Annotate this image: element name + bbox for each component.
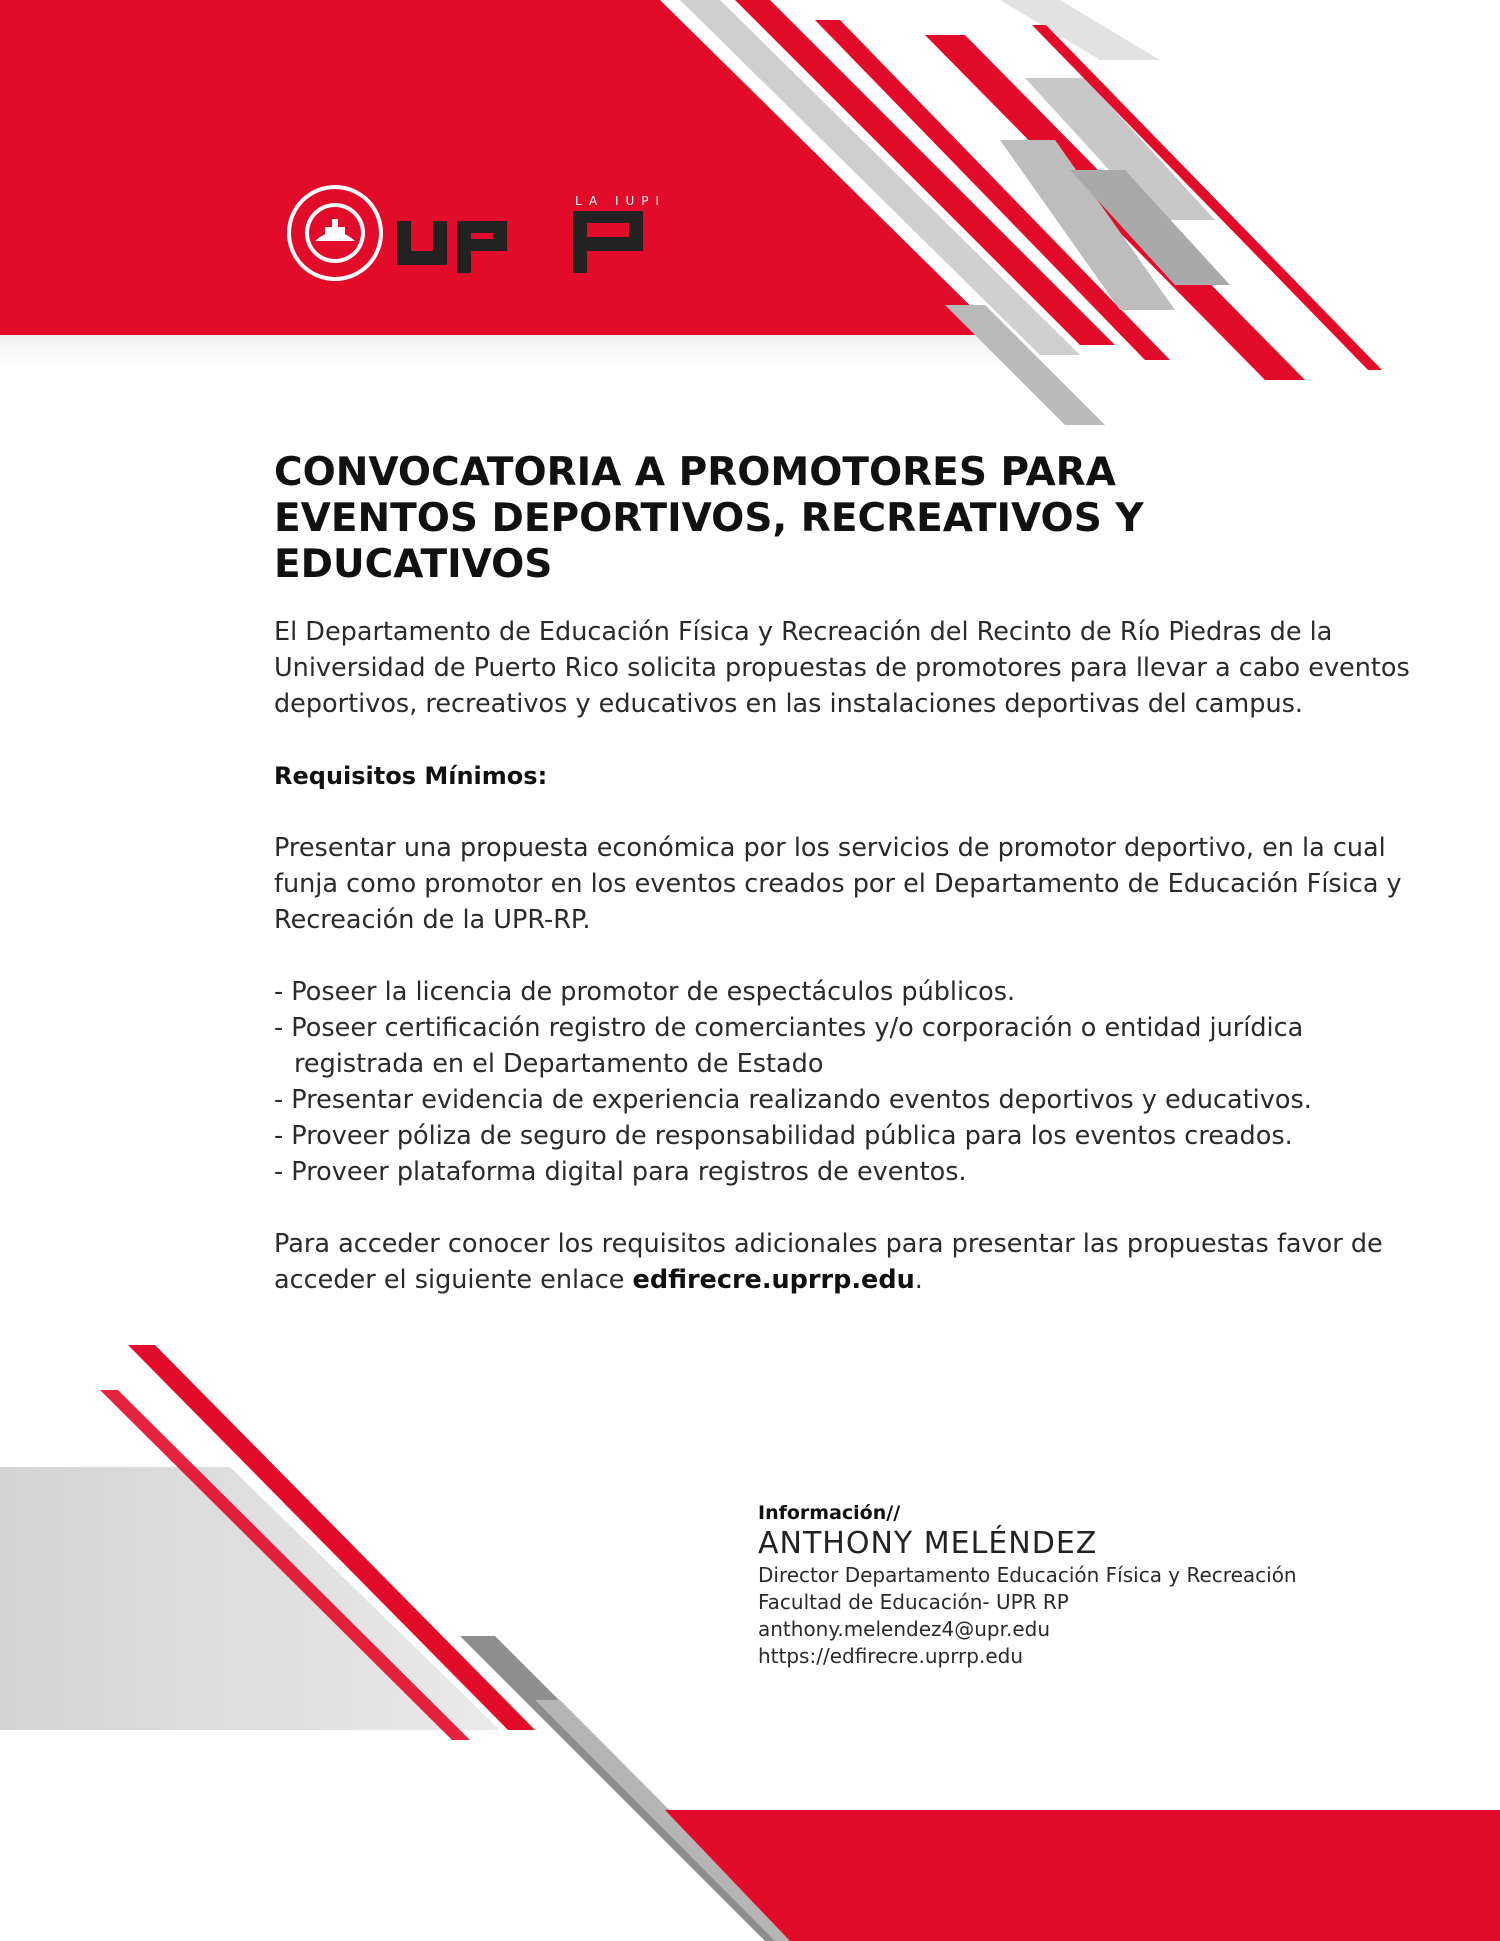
- intro-paragraph: El Departamento de Educación Física y Recreación del Recinto de Río Piedras de la Universidad de Puerto Rico solicita propuestas de promotores para llevar a cabo eventos deportivos, recreativos y educativos en las instalaciones deportivas del campus.: [274, 617, 1410, 719]
- access-end: .: [914, 1265, 923, 1295]
- contact-title: Director Departamento Educación Física y Recreación: [758, 1563, 1297, 1587]
- access-text: Para acceder conocer los requisitos adicionales para presentar las propuestas favor de acceder el siguiente enlace: [274, 1229, 1383, 1295]
- university-seal-icon: [287, 185, 383, 281]
- uprrp-wordmark: [397, 211, 643, 273]
- title-line-3: EDUCATIVOS: [274, 542, 553, 587]
- top-banner-shadow: [0, 335, 1030, 365]
- list-item: - Proveer póliza de seguro de responsabilidad pública para los eventos creados.: [274, 1121, 1293, 1151]
- requirements-list: [274, 974, 1434, 1190]
- top-stripe-gray-2: [1000, 0, 1160, 60]
- list-item: - Poseer certificación registro de comerciantes y/o corporación o entidad jurídica registrada en el Departamento de Estado: [274, 1013, 1304, 1079]
- contact-faculty: Facultad de Educación- UPR RP: [758, 1590, 1069, 1614]
- access-paragraph: [274, 1226, 1434, 1298]
- contact-block: [758, 1500, 1458, 1670]
- list-item: - Poseer la licencia de promotor de espectáculos públicos.: [274, 977, 1016, 1007]
- contact-label: Información//: [758, 1502, 901, 1524]
- title-line-2: EVENTOS DEPORTIVOS, RECREATIVOS Y: [274, 496, 1144, 541]
- bottom-gray-band: [0, 1467, 500, 1730]
- contact-website[interactable]: https://edfirecre.uprrp.edu: [758, 1644, 1024, 1668]
- bottom-red-band: [665, 1810, 1500, 1941]
- website-link[interactable]: edfirecre.uprrp.edu: [632, 1265, 915, 1295]
- page-title: [274, 450, 1274, 588]
- uprrp-logo: [285, 183, 745, 283]
- requirements-heading: Requisitos Mínimos:: [274, 762, 548, 790]
- list-item: - Proveer plataforma digital para registros de eventos.: [274, 1157, 967, 1187]
- main-content: [274, 450, 1434, 1298]
- list-item: - Presentar evidencia de experiencia realizando eventos deportivos y educativos.: [274, 1085, 1312, 1115]
- contact-email[interactable]: anthony.melendez4@upr.edu: [758, 1617, 1051, 1641]
- contact-name: ANTHONY MELÉNDEZ: [758, 1526, 1098, 1561]
- requirements-paragraph: Presentar una propuesta económica por los servicios de promotor deportivo, en la cual funja como promotor en los eventos creados por el Departamento de Educación Física y Recreación de la UPR-RP.: [274, 833, 1402, 935]
- logo-tagline: LA IUPI: [575, 194, 667, 208]
- title-line-1: CONVOCATORIA A PROMOTORES PARA: [274, 450, 1116, 495]
